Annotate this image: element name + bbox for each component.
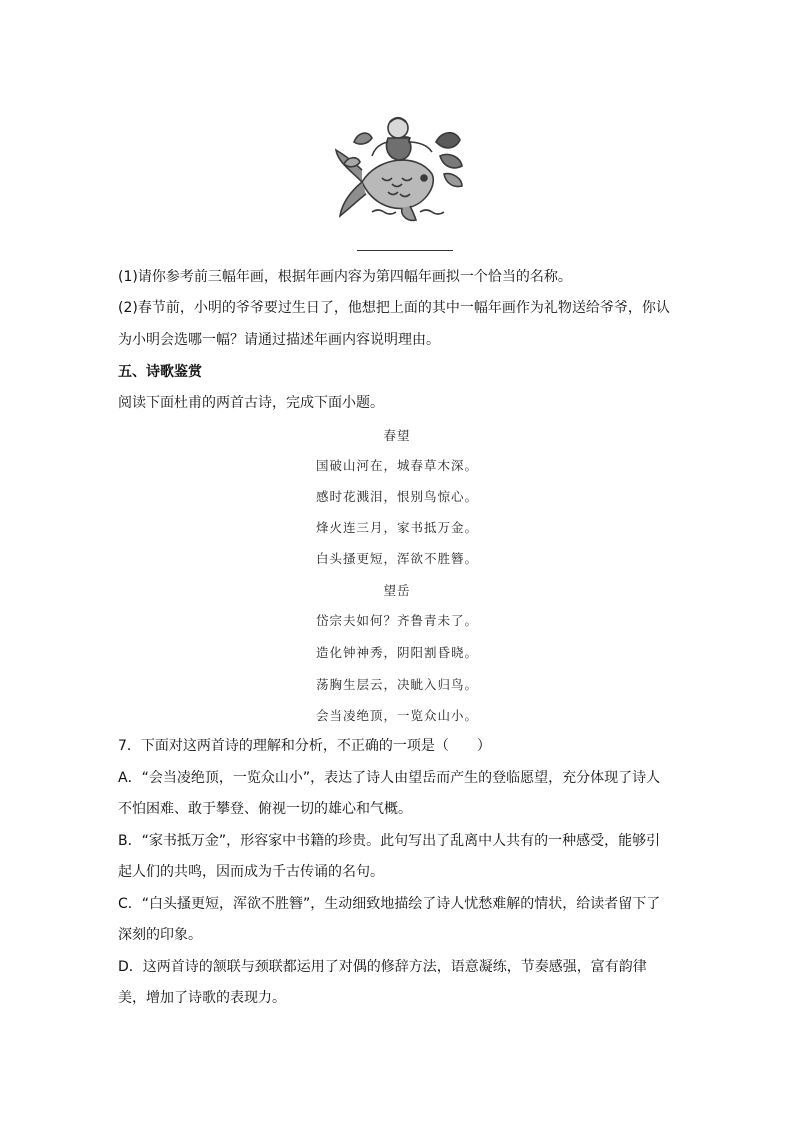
poem1-line: 国破山河在，城春草木深。: [315, 458, 478, 473]
question7-option-c-line2: 深刻的印象。: [118, 927, 202, 943]
section5-heading: 五、诗歌鉴赏: [118, 364, 202, 380]
question7-option-b-line2: 起人们的共鸣，因而成为千古传诵的名句。: [118, 864, 384, 880]
poem1-line: 烽火连三月，家书抵万金。: [315, 520, 478, 535]
question7-option-d-line1: D．这两首诗的颔联与颈联都运用了对偶的修辞方法，语意凝练，节奏感强，富有韵律: [118, 959, 647, 975]
question7-stem: 7．下面对这两首诗的理解和分析，不正确的一项是（ ）: [118, 738, 491, 754]
question7-option-a-line1: A．“会当凌绝顶，一览众山小”，表达了诗人由望岳而产生的登临愿望，充分体现了诗人: [118, 770, 661, 786]
section5-instruction: 阅读下面杜甫的两首古诗，完成下面小题。: [118, 395, 384, 411]
poem2-line: 岱宗夫如何？齐鲁青未了。: [315, 613, 478, 628]
question7-option-a-line2: 不怕困难、敢于攀登、俯视一切的雄心和气概。: [118, 801, 412, 817]
poem2-title: 望岳: [383, 583, 411, 598]
poem1-line: 感时花溅泪，恨别鸟惊心。: [315, 489, 478, 504]
child-riding-fish-print-icon: [332, 112, 468, 224]
task4-question-1: (1)请你参考前三幅年画，根据年画内容为第四幅年画拟一个恰当的名称。: [118, 269, 572, 285]
answer-blank-line: [357, 250, 453, 251]
question7-option-c-line1: C．“白头搔更短，浑欲不胜簪”，生动细致地描绘了诗人忧愁难解的情状，给读者留下了: [118, 896, 661, 912]
poem2-line: 荡胸生层云，决眦入归鸟。: [315, 677, 478, 692]
poem2-line: 造化钟神秀，阴阳割昏晓。: [315, 645, 478, 660]
poem1-line: 白头搔更短，浑欲不胜簪。: [315, 551, 478, 566]
task4-question-2-line1: (2)春节前，小明的爷爷要过生日了，他想把上面的其中一幅年画作为礼物送给爷爷，你认: [118, 300, 670, 316]
poem1-title: 春望: [383, 428, 411, 443]
question7-option-b-line1: B．“家书抵万金”，形容家中书籍的珍贵。此句写出了乱离中人共有的一种感受，能够引: [118, 833, 661, 849]
question7-option-d-line2: 美，增加了诗歌的表现力。: [118, 990, 286, 1006]
task4-question-2-line2: 为小明会选哪一幅？请通过描述年画内容说明理由。: [118, 332, 440, 348]
poem2-line: 会当凌绝顶，一览众山小。: [315, 708, 478, 723]
